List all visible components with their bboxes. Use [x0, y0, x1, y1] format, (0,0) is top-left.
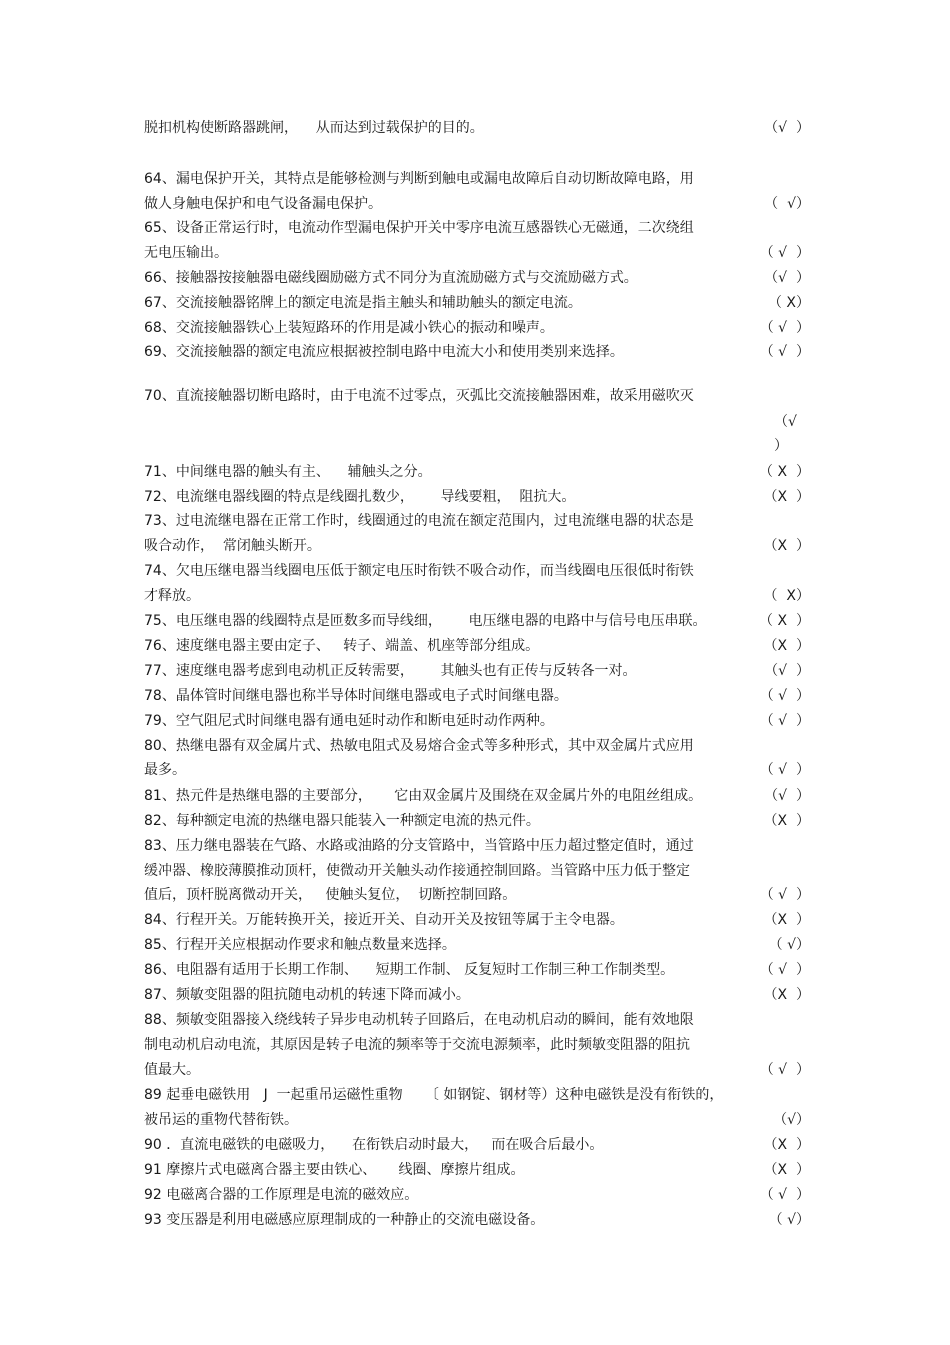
text-line: 吸合动作， 常闭触头断开。 — [144, 538, 321, 554]
answer-mark: （ √ ） — [759, 320, 810, 336]
text-line: 82、每种额定电流的热继电器只能装入一种额定电流的热元件。 — [144, 813, 540, 829]
answer-mark: （ X ） — [759, 613, 810, 629]
text-line: 65、设备正常运行时，电流动作型漏电保护开关中零序电流互感器铁心无磁通，二次绕组 — [144, 220, 694, 236]
text-line: 86、电阻器有适用于长期工作制、 短期工作制、 反复短时工作制三种工作制类型。 — [144, 962, 675, 978]
answer-mark: （ √ ） — [759, 245, 810, 261]
text-line: 才释放。 — [144, 588, 200, 604]
text-line: 93 变压器是利用电磁感应原理制成的一种静止的交流电磁设备。 — [144, 1212, 545, 1228]
text-line: 脱扣机构使断路器跳闸， 从而达到过载保护的目的。 — [144, 120, 484, 136]
answer-mark: （√ ） — [764, 270, 810, 286]
text-line: 67、交流接触器铭牌上的额定电流是指主触头和辅助触头的额定电流。 — [144, 295, 582, 311]
answer-mark: （ √ ） — [759, 713, 810, 729]
answer-mark: （ √） — [768, 1212, 810, 1228]
text-line: 85、行程开关应根据动作要求和触点数量来选择。 — [144, 937, 456, 953]
text-line: 被吊运的重物代替衔铁。 — [144, 1112, 298, 1128]
answer-mark: （ √ ） — [759, 1062, 810, 1078]
text-line: 73、过电流继电器在正常工作时，线圈通过的电流在额定范围内，过电流继电器的状态是 — [144, 513, 694, 529]
answer-mark: （√ ） — [764, 120, 810, 136]
answer-mark: （X ） — [763, 1137, 810, 1153]
text-line: 75、电压继电器的线圈特点是匝数多而导线细， 电压继电器的电路中与信号电压串联。 — [144, 613, 707, 629]
answer-mark: （ √） — [768, 937, 810, 953]
answer-mark: （X ） — [763, 912, 810, 928]
text-line: 78、晶体管时间继电器也称半导体时间继电器或电子式时间继电器。 — [144, 688, 568, 704]
text-line: 做人身触电保护和电气设备漏电保护。 — [144, 196, 382, 212]
text-line: 70、直流接触器切断电路时，由于电流不过零点，灭弧比交流接触器困难，故采用磁吹灭 — [144, 388, 694, 404]
answer-mark: （ √ ） — [759, 762, 810, 778]
answer-mark: （X ） — [763, 813, 810, 829]
answer-mark: ） — [774, 438, 788, 454]
text-line: 无电压输出。 — [144, 245, 228, 261]
text-line: 92 电磁离合器的工作原理是电流的磁效应。 — [144, 1187, 419, 1203]
text-line: 77、速度继电器考虑到电动机正反转需要， 其触头也有正传与反转各一对。 — [144, 663, 637, 679]
answer-mark: （√ ） — [764, 788, 810, 804]
answer-mark: （ √ ） — [759, 1187, 810, 1203]
answer-mark: （ √） — [764, 196, 810, 212]
text-line: 83、压力继电器装在气路、水路或油路的分支管路中，当管路中压力超过整定值时，通过 — [144, 838, 694, 854]
answer-mark: （ √ ） — [759, 887, 810, 903]
answer-mark: （ X） — [763, 588, 810, 604]
answer-mark: （√ ） — [764, 663, 810, 679]
text-line: 69、交流接触器的额定电流应根据被控制电路中电流大小和使用类别来选择。 — [144, 344, 624, 360]
text-line: 缓冲器、橡胶薄膜推动顶杆，使微动开关触头动作接通控制回路。当管路中压力低于整定 — [144, 863, 690, 879]
text-line: 90 ．直流电磁铁的电磁吸力， 在衔铁启动时最大， 而在吸合后最小。 — [144, 1137, 604, 1153]
text-line: 76、速度继电器主要由定子、 转子、端盖、机座等部分组成。 — [144, 638, 540, 654]
text-line: 74、欠电压继电器当线圈电压低于额定电压时衔铁不吸合动作，而当线圈电压很低时衔铁 — [144, 563, 694, 579]
answer-mark: （ √ ） — [759, 962, 810, 978]
text-line: 89 起垂电磁铁用 J 一起重吊运磁性重物 〔 如钢锭、钢材等）这种电磁铁是没有衔铁的， — [144, 1087, 724, 1103]
answer-mark: （ X） — [767, 295, 810, 311]
answer-mark: （ √ ） — [759, 688, 810, 704]
text-line: 值后，顶杆脱离微动开关， 使触头复位， 切断控制回路。 — [144, 887, 517, 903]
answer-mark: （ X ） — [759, 464, 810, 480]
text-line: 68、交流接触器铁心上装短路环的作用是减小铁心的振动和噪声。 — [144, 320, 554, 336]
text-line: 66、接触器按接触器电磁线圈励磁方式不同分为直流励磁方式与交流励磁方式。 — [144, 270, 638, 286]
answer-mark: （X ） — [763, 987, 810, 1003]
text-line: 71、中间继电器的触头有主、 辅触头之分。 — [144, 464, 432, 480]
text-line: 80、热继电器有双金属片式、热敏电阻式及易熔合金式等多种形式，其中双金属片式应用 — [144, 738, 694, 754]
text-line: 79、空气阻尼式时间继电器有通电延时动作和断电延时动作两种。 — [144, 713, 554, 729]
text-line: 87、频敏变阻器的阻抗随电动机的转速下降而减小。 — [144, 987, 470, 1003]
text-line: 制电动机启动电流，其原因是转子电流的频率等于交流电源频率，此时频敏变阻器的阻抗 — [144, 1037, 690, 1053]
text-line: 72、电流继电器线圈的特点是线圈扎数少， 导线要粗， 阻抗大。 — [144, 489, 576, 505]
text-line: 88、频敏变阻器接入绕线转子异步电动机转子回路后，在电动机启动的瞬间，能有效地限 — [144, 1012, 694, 1028]
answer-mark: （√） — [773, 1112, 810, 1128]
text-line: 84、行程开关。万能转换开关，接近开关、自动开关及按钮等属于主令电器。 — [144, 912, 624, 928]
text-line: 81、热元件是热继电器的主要部分， 它由双金属片及围绕在双金属片外的电阻丝组成。 — [144, 788, 703, 804]
text-line: 91 摩擦片式电磁离合器主要由铁心、 线圈、摩擦片组成。 — [144, 1162, 525, 1178]
answer-mark: （X ） — [763, 489, 810, 505]
text-line: 值最大。 — [144, 1062, 200, 1078]
answer-mark: （√ — [774, 414, 797, 430]
answer-mark: （X ） — [763, 538, 810, 554]
answer-mark: （ √ ） — [759, 344, 810, 360]
answer-mark: （X ） — [763, 638, 810, 654]
answer-mark: （X ） — [763, 1162, 810, 1178]
text-line: 最多。 — [144, 762, 186, 778]
text-line: 64、漏电保护开关，其特点是能够检测与判断到触电或漏电故障后自动切断故障电路，用 — [144, 171, 694, 187]
